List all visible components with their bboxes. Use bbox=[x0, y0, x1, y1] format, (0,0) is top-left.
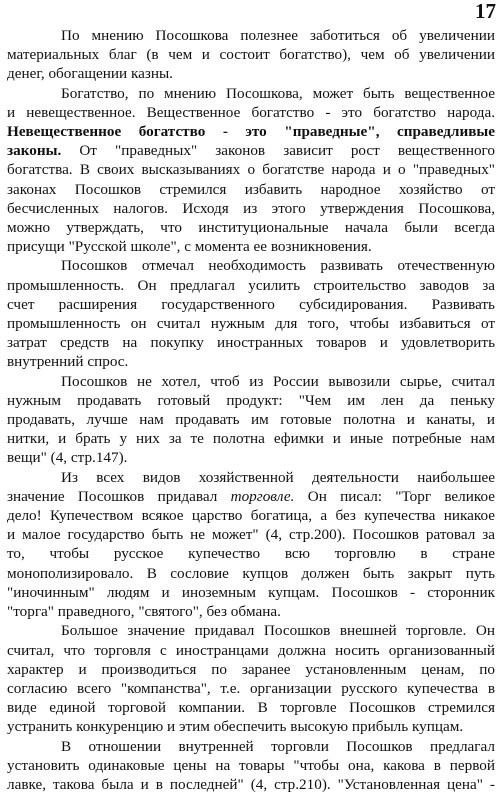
text-line: то, чтобы русское купечество всю торговлю в стране bbox=[7, 545, 495, 563]
text-line bbox=[7, 141, 495, 160]
text-line: и малое государство быть не может" (4, стр.200). Посошков ратовал за bbox=[7, 526, 495, 544]
text-line: "иночинным" людям и иноземным купцам. Посошков - сторонник bbox=[7, 583, 495, 601]
text-line: характер и производиться по заранее установленным ценам, по bbox=[7, 660, 495, 678]
bold-text: Невещественное богатство - это "праведные", справедливые bbox=[7, 123, 495, 141]
bold-text: законы. bbox=[7, 142, 62, 160]
text-line: Посошков не хотел, чтоб из России вывозили сырье, считал bbox=[61, 372, 495, 390]
text-line: нитки, и брать у них за те полотна ефимки и иные потребные нам bbox=[7, 430, 495, 448]
text-span: значение Посошков придавал bbox=[7, 487, 231, 505]
text-line: вещи" (4, стр.147). bbox=[7, 449, 128, 467]
text-line: "торга" праведного, "святого", без обмана. bbox=[7, 603, 281, 621]
text-line: согласию всего "компанства", т.е. организации русского купечества в bbox=[7, 679, 495, 697]
text-line: внутренний спрос. bbox=[7, 353, 129, 371]
text-line: продавать, лучше нам продавать им готовые полотна и канаты, и bbox=[7, 411, 495, 429]
text-line: и невещественное. Вещественное богатство - это богатство народа. bbox=[7, 103, 495, 121]
text-line: промышленность он считал нужным для того, чтобы избавиться от bbox=[7, 315, 495, 333]
italic-text: торговле. bbox=[230, 487, 295, 505]
text-line: В отношении внутренней торговли Посошков предлагал bbox=[61, 737, 495, 755]
text-line: счет расширения государственного субсидирования. Развивать bbox=[7, 295, 495, 313]
text-line: виде единой торговой компании. В торговле Посошков стремился bbox=[7, 699, 495, 717]
text-line: монополизировало. В сословие купцов должен быть закрыт путь bbox=[7, 564, 495, 582]
text-line bbox=[7, 122, 495, 141]
text-line: бесчисленных налогов. Исходя из этого утверждения Посошкова, bbox=[7, 199, 495, 217]
text-line: затрат средств на покупку иностранных товаров и удовлетворить bbox=[7, 334, 495, 352]
text-line: По мнению Посошкова полезнее заботиться об увеличении bbox=[61, 27, 495, 44]
text-line: Богатство, по мнению Посошкова, может быть вещественное bbox=[61, 84, 495, 102]
text-line bbox=[7, 487, 495, 506]
text-span: Он писал: "Торг великое bbox=[294, 487, 496, 505]
text-line: можно утверждать, что институциональные начала были всегда bbox=[7, 219, 495, 237]
text-line: устранить конкуренцию и этим обеспечить высокую прибыль купцам. bbox=[7, 718, 464, 736]
text-line: материальных благ (в чем и состоит богатство), чем об увеличении bbox=[7, 46, 495, 64]
text-span: От "праведных" законов зависит рост вещественного bbox=[61, 142, 495, 160]
text-line: промышленность. Он предлагал усилить строительство заводов за bbox=[7, 276, 495, 294]
text-line: дело! Купечеством всякое царство богатица, а без купечества никакое bbox=[7, 507, 495, 525]
text-line: законах Посошков стремился избавить народное хозяйство от bbox=[7, 180, 495, 198]
text-line: считал, что торговля с иностранцами должна носить организованный bbox=[7, 641, 495, 659]
body-text bbox=[7, 26, 495, 794]
text-line: нужным продавать готовый продукт: "Чем им лен да пеньку bbox=[7, 391, 495, 409]
text-line: присущи "Русской школе", с момента ее возникновения. bbox=[7, 238, 372, 256]
text-line: Большое значение придавал Посошков внешней торговле. Он bbox=[61, 622, 495, 640]
text-line: Посошков отмечал необходимость развивать отечественную bbox=[61, 257, 495, 275]
page-number: 17 bbox=[475, 0, 496, 23]
text-line: богатства. В своих высказываниях о богатстве народа и о "праведных" bbox=[7, 161, 495, 179]
text-line: денег, обогащении казны. bbox=[7, 65, 173, 83]
text-line: лавке, такова была и в последней" (4, стр.210). "Установленная цена" - bbox=[7, 775, 495, 793]
text-line: Из всех видов хозяйственной деятельности наибольшее bbox=[61, 468, 495, 486]
text-line: установить одинаковые цены на товары "чтобы она, какова в первой bbox=[7, 756, 495, 774]
